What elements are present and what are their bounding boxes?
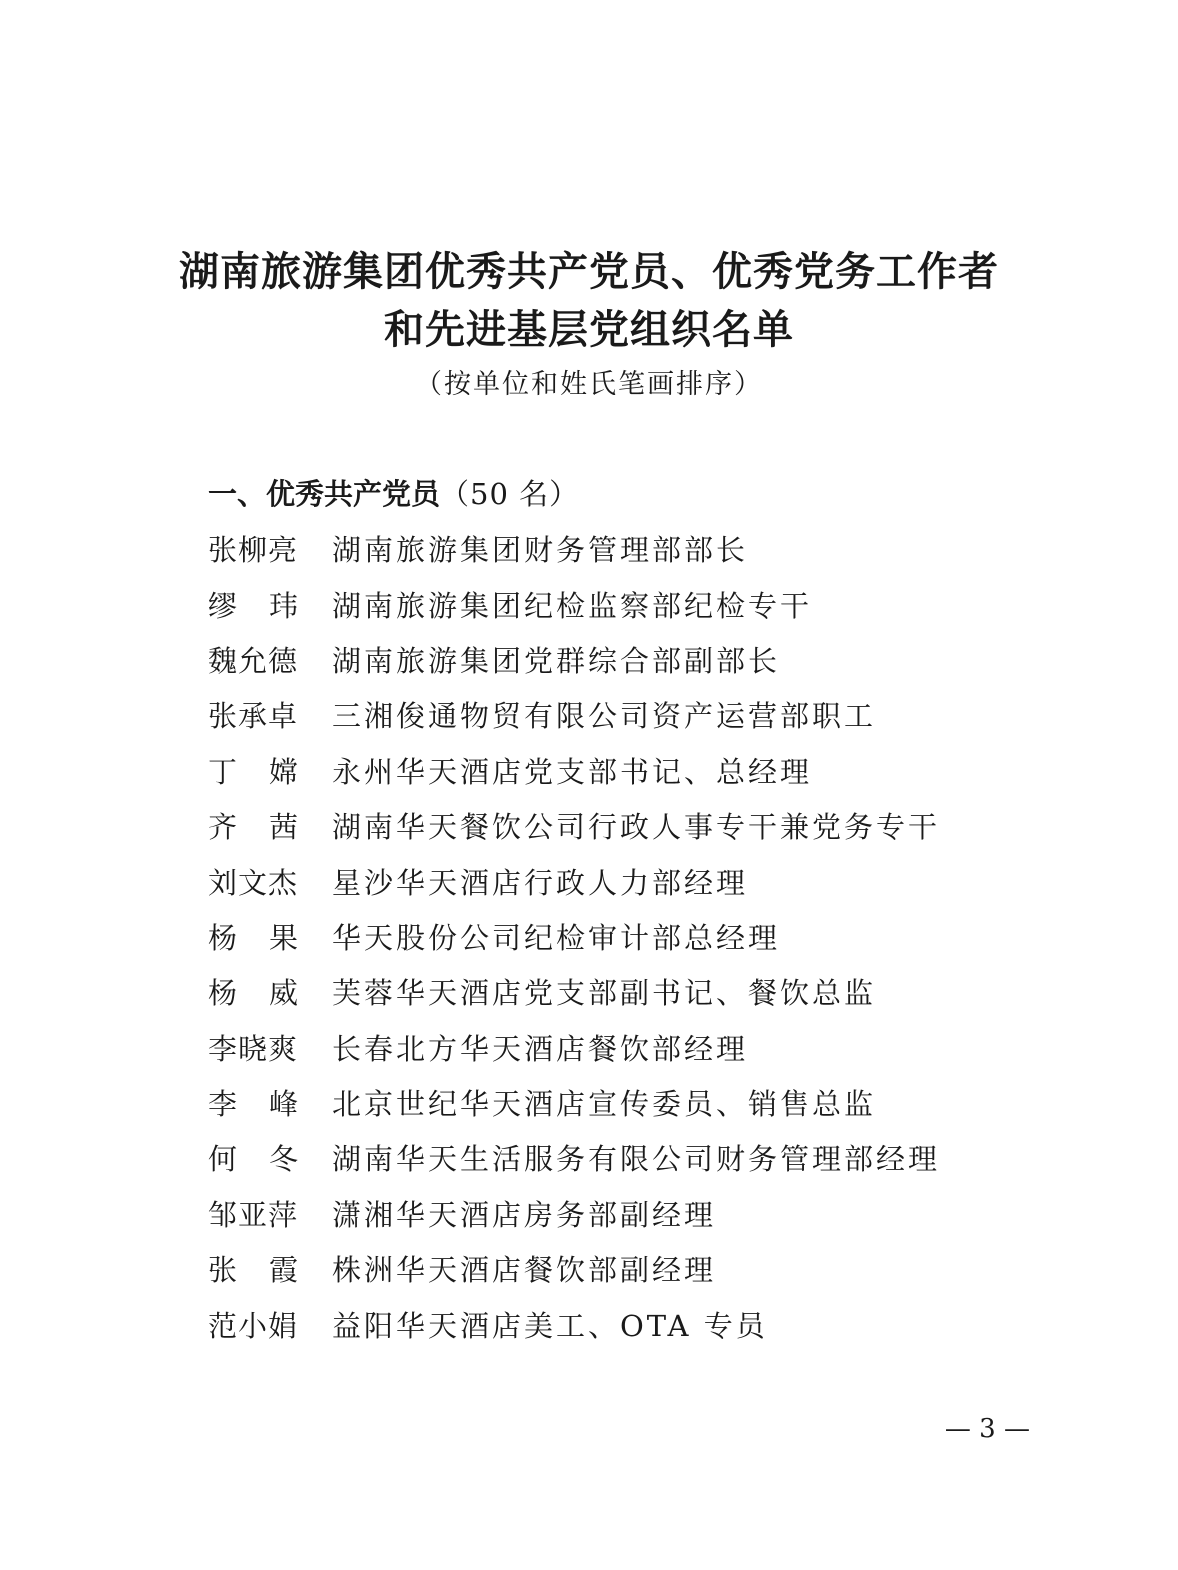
- member-name: 缪 玮: [208, 588, 298, 623]
- member-row: [208, 853, 940, 908]
- member-row: [208, 798, 940, 853]
- member-title: 芙蓉华天酒店党支部副书记、餐饮总监: [332, 976, 877, 1011]
- member-row: [208, 909, 940, 964]
- member-name: 张 霞: [208, 1253, 298, 1288]
- document-title-line1: 湖南旅游集团优秀共产党员、优秀党务工作者: [179, 248, 999, 295]
- member-title: 星沙华天酒店行政人力部经理: [332, 865, 749, 900]
- member-name: 邹亚萍: [208, 1197, 299, 1232]
- member-title: 湖南华天生活服务有限公司财务管理部经理: [332, 1142, 941, 1177]
- member-row: [208, 576, 940, 631]
- member-name: 魏允德: [208, 643, 299, 678]
- member-name: 杨 果: [208, 920, 298, 955]
- member-row: [208, 521, 940, 576]
- member-title: 长春北方华天酒店餐饮部经理: [332, 1031, 749, 1066]
- member-name: 李 峰: [208, 1087, 298, 1122]
- section-heading: [208, 472, 579, 513]
- member-title: 三湘俊通物贸有限公司资产运营部职工: [332, 699, 877, 734]
- member-name: 齐 茜: [208, 810, 298, 845]
- document-subtitle: （按单位和姓氏笔画排序）: [415, 369, 763, 400]
- member-title: 湖南旅游集团财务管理部部长: [332, 533, 749, 568]
- section-count: （50 名）: [440, 477, 580, 511]
- member-row: [208, 1075, 940, 1130]
- member-row: [208, 687, 940, 742]
- member-row: [208, 743, 940, 798]
- member-title: 北京世纪华天酒店宣传委员、销售总监: [332, 1087, 877, 1122]
- member-row: [208, 1130, 940, 1185]
- member-row: [208, 1020, 940, 1075]
- section-title: 一、优秀共产党员: [208, 477, 441, 511]
- member-name: 张柳亮: [208, 533, 299, 568]
- member-title: 益阳华天酒店美工、OTA 专员: [332, 1308, 768, 1343]
- member-name: 何 冬: [208, 1142, 298, 1177]
- member-title: 永州华天酒店党支部书记、总经理: [332, 754, 813, 789]
- member-row: [208, 1186, 940, 1241]
- page-number: — 3 —: [944, 1414, 1030, 1444]
- member-name: 刘文杰: [208, 865, 299, 900]
- member-title: 湖南旅游集团纪检监察部纪检专干: [332, 588, 813, 623]
- document-title-line2: 和先进基层党组织名单: [384, 306, 794, 353]
- member-title: 株洲华天酒店餐饮部副经理: [332, 1253, 717, 1288]
- member-row: [208, 964, 940, 1019]
- member-title: 华天股份公司纪检审计部总经理: [332, 920, 781, 955]
- member-title: 湖南华天餐饮公司行政人事专干兼党务专干: [332, 810, 941, 845]
- member-title: 潇湘华天酒店房务部副经理: [332, 1197, 717, 1232]
- member-row: [208, 1296, 940, 1351]
- member-name: 丁 嫦: [208, 754, 298, 789]
- member-name: 杨 威: [208, 976, 298, 1011]
- member-name: 李晓爽: [208, 1031, 299, 1066]
- member-name: 张承卓: [208, 699, 299, 734]
- member-row: [208, 632, 940, 687]
- member-name: 范小娟: [208, 1308, 299, 1343]
- member-list: [208, 521, 940, 1352]
- member-row: [208, 1241, 940, 1296]
- member-title: 湖南旅游集团党群综合部副部长: [332, 643, 781, 678]
